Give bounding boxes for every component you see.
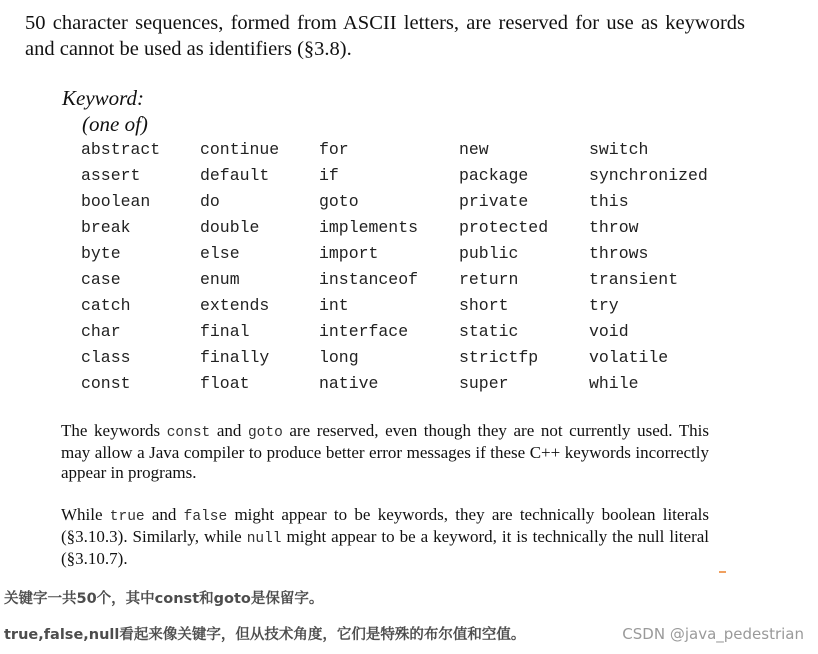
paragraph-text: and xyxy=(144,505,184,524)
keyword: case xyxy=(81,270,121,289)
keyword: try xyxy=(589,296,619,315)
paragraph-text: might appear to be a keyword, it is technically the null literal (§3.10.7). xyxy=(61,527,709,568)
keyword: return xyxy=(459,270,519,289)
keyword: interface xyxy=(319,322,409,341)
code-null: null xyxy=(246,531,282,547)
keyword: long xyxy=(319,348,359,367)
keyword: class xyxy=(81,348,131,367)
keyword: break xyxy=(81,218,131,237)
keyword: enum xyxy=(200,270,240,289)
code-const: const xyxy=(166,425,211,441)
keyword-heading: Keyword: xyxy=(62,86,145,110)
keyword: throw xyxy=(589,218,639,237)
keyword: void xyxy=(589,322,629,341)
keyword: protected xyxy=(459,218,549,237)
keyword-table xyxy=(81,139,729,399)
keyword: public xyxy=(459,244,519,263)
keyword: char xyxy=(81,322,121,341)
keyword: volatile xyxy=(589,348,669,367)
keyword: float xyxy=(200,374,250,393)
keyword: abstract xyxy=(81,140,161,159)
keyword: short xyxy=(459,296,509,315)
keyword: boolean xyxy=(81,192,151,211)
keyword: extends xyxy=(200,296,270,315)
keyword: package xyxy=(459,166,529,185)
keyword: this xyxy=(589,192,629,211)
keyword: static xyxy=(459,322,519,341)
keyword: goto xyxy=(319,192,359,211)
keyword: continue xyxy=(200,140,280,159)
keyword: native xyxy=(319,374,379,393)
keyword: finally xyxy=(200,348,270,367)
literals-paragraph xyxy=(61,505,709,569)
keyword: synchronized xyxy=(589,166,708,185)
paragraph-text: and xyxy=(210,421,248,440)
keyword: int xyxy=(319,296,349,315)
keyword: default xyxy=(200,166,270,185)
paragraph-text: might appear to be keywords, they are technically boolean literals (§3.10.3). Similarly, while xyxy=(61,505,709,546)
keyword: const xyxy=(81,374,131,393)
code-false: false xyxy=(183,509,228,525)
paragraph-text: While xyxy=(61,505,110,524)
reserved-keywords-paragraph xyxy=(61,421,709,483)
keyword: if xyxy=(319,166,339,185)
keyword: instanceof xyxy=(319,270,419,289)
keyword: strictfp xyxy=(459,348,539,367)
paragraph-text: are reserved, even though they are not currently used. This may allow a Java compiler to produce better error messages if these C++ keywords incorrectly appear in programs. xyxy=(61,421,710,482)
watermark: CSDN @java_pedestrian xyxy=(622,625,804,643)
note-reserved-count: 关键字一共50个，其中const和goto是保留字。 xyxy=(4,591,324,607)
keyword: new xyxy=(459,140,489,159)
keyword: final xyxy=(200,322,250,341)
keyword-qualifier: (one of) xyxy=(82,112,148,136)
decorative-mark xyxy=(719,571,726,573)
paragraph-text: The keywords xyxy=(61,421,167,440)
keyword: catch xyxy=(81,296,131,315)
keyword: while xyxy=(589,374,639,393)
keyword: else xyxy=(200,244,240,263)
keyword: do xyxy=(200,192,220,211)
keyword: byte xyxy=(81,244,121,263)
note-literals: true,false,null看起来像关键字，但从技术角度，它们是特殊的布尔值和空值。 xyxy=(4,627,526,643)
intro-paragraph: 50 character sequences, formed from ASCII letters, are reserved for use as keywords and cannot be used as identifiers (§3.8). xyxy=(25,12,745,60)
keyword: throws xyxy=(589,244,649,263)
keyword: transient xyxy=(589,270,679,289)
code-goto: goto xyxy=(247,425,283,441)
keyword: import xyxy=(319,244,379,263)
keyword: super xyxy=(459,374,509,393)
keyword: double xyxy=(200,218,260,237)
code-true: true xyxy=(109,509,145,525)
keyword: assert xyxy=(81,166,141,185)
keyword: switch xyxy=(589,140,649,159)
keyword: for xyxy=(319,140,349,159)
keyword: implements xyxy=(319,218,419,237)
keyword: private xyxy=(459,192,529,211)
